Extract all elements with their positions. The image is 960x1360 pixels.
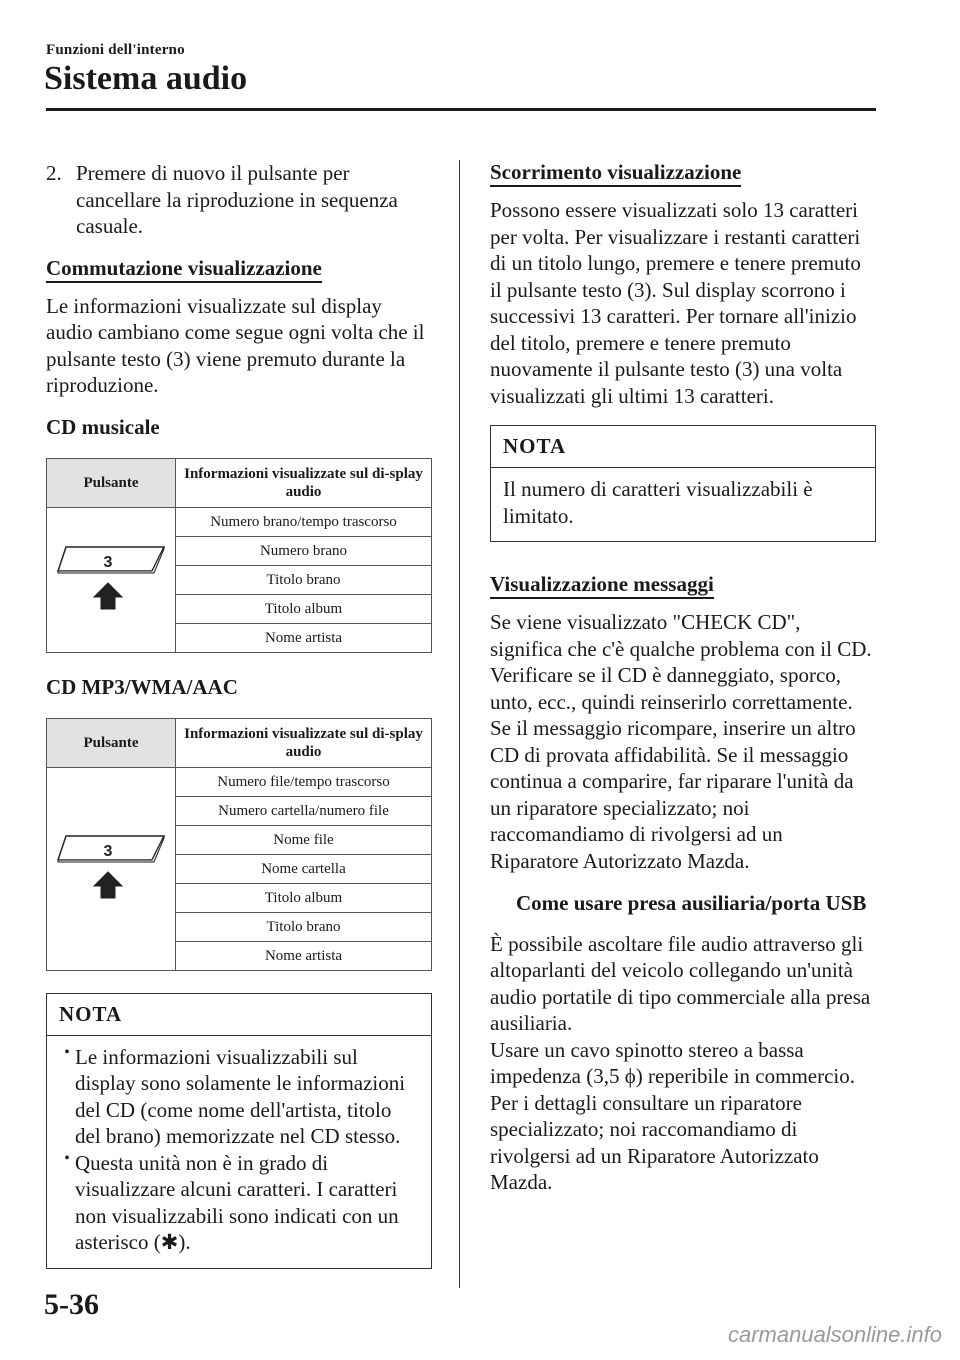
- note-item: [59, 1150, 419, 1256]
- info-cell: Titolo album: [176, 883, 432, 912]
- note-text-part: Questa unità non è in grado di visualizzare alcuni caratteri. I caratteri non visualizzabili sono indicati con un asterisco (: [75, 1150, 399, 1254]
- step-2: [46, 160, 432, 240]
- aux-text-2: [490, 1037, 876, 1196]
- info-cell: Titolo album: [176, 594, 432, 623]
- table-header-row: [47, 718, 432, 767]
- info-cell: Titolo brano: [176, 912, 432, 941]
- info-cell: Numero brano/tempo trascorso: [176, 507, 432, 536]
- table-header-row: [47, 458, 432, 507]
- scroll-text: Possono essere visualizzati solo 13 caratteri per volta. Per visualizzare i restanti caratteri di un titolo lungo, premere e tenere premuto il pulsante testo (3). Sul display scorrono i successivi 13 caratteri. Per tornare all'inizio del titolo, premere e tenere premuto nuovamente il pulsante testo (3) una volta visualizzati gli ultimi 13 caratteri.: [490, 198, 861, 408]
- note-item-text: [75, 1150, 419, 1256]
- messages-heading: Visualizzazione messaggi: [490, 572, 714, 599]
- note-item: [59, 1044, 419, 1150]
- bullet-dot: •: [64, 1149, 70, 1167]
- col-header-button: Pulsante: [47, 458, 176, 507]
- section-label: Funzioni dell'interno: [46, 42, 185, 58]
- aux-text-1: È possibile ascoltare file audio attraverso gli altoparlanti del veicolo collegando un'unità audio portatile di tipo commerciale alla presa ausiliaria.: [490, 931, 871, 1035]
- col-header-info: Informazioni visualizzate sul di-splay audio: [176, 718, 432, 767]
- col-header-info: Informazioni visualizzate sul di-splay audio: [176, 458, 432, 507]
- scroll-heading: Scorrimento visualizzazione: [490, 160, 741, 187]
- step-number: 2.: [46, 161, 62, 185]
- note-item-text: Le informazioni visualizzabili sul display sono solamente le informazioni del CD (come nome dell'artista, titolo del brano) memorizzate nel CD stesso.: [75, 1044, 406, 1148]
- table-row: [47, 767, 432, 796]
- column-divider: [459, 160, 460, 1288]
- info-cell: Nome artista: [176, 941, 432, 970]
- header-rule: [46, 108, 876, 111]
- text-button-3-icon: [56, 826, 166, 906]
- info-cell: Nome file: [176, 825, 432, 854]
- info-cell: Titolo brano: [176, 565, 432, 594]
- note-body: [491, 468, 875, 541]
- text-button-cell: [47, 507, 176, 652]
- info-cell: Numero file/tempo trascorso: [176, 767, 432, 796]
- watermark-text: carmanualsonline.info: [727, 1322, 942, 1347]
- table2-title: CD MP3/WMA/AAC: [46, 674, 238, 699]
- left-column: [46, 160, 432, 1269]
- aux-text-part: ) reperibile in commercio. Per i dettagli consultare un riparatore specializzato; noi raccomandiamo di rivolgersi ad un Riparatore Autorizzato Mazda.: [490, 1064, 856, 1194]
- cd-music-table: [46, 458, 432, 653]
- messages-text: Se viene visualizzato "CHECK CD", significa che c'è qualche problema con il CD. Verificare se il CD è danneggiato, sporco, unto, ecc., quindi reinserirlo correttamente. Se il messaggio ricompare, inserire un altro CD di provata affidabilità. Se il messaggio continua a comparire, far riparare l'unità da un riparatore specializzato; noi raccomandiamo di rivolgersi ad un Riparatore Autorizzato Mazda.: [490, 610, 872, 873]
- diameter-symbol-icon: ϕ: [624, 1064, 636, 1088]
- bullet-dot: •: [64, 1043, 70, 1061]
- text-button-cell: [47, 767, 176, 970]
- asterisk-icon: ✱: [160, 1230, 179, 1254]
- button-number-label: 3: [103, 843, 113, 860]
- note-text: Il numero di caratteri visualizzabili è limitato.: [503, 477, 813, 528]
- text-button-3-icon: [56, 537, 166, 617]
- table-row: [47, 507, 432, 536]
- note-title: NOTA: [47, 994, 431, 1036]
- page-number: 5-36: [44, 1288, 99, 1321]
- page-title: Sistema audio: [44, 60, 248, 97]
- note-box-right: [490, 425, 876, 542]
- display-switch-heading: Commutazione visualizzazione: [46, 256, 322, 283]
- note-body: [47, 1036, 431, 1268]
- display-switch-text: Le informazioni visualizzate sul display audio cambiano come segue ogni volta che il pulsante testo (3) viene premuto durante la riproduzione.: [46, 293, 425, 397]
- aux-heading: Come usare presa ausiliaria/porta USB: [516, 891, 867, 915]
- info-cell: Nome artista: [176, 623, 432, 652]
- step-text: Premere di nuovo il pulsante per cancellare la riproduzione in sequenza casuale.: [76, 161, 398, 238]
- col-header-button: Pulsante: [47, 718, 176, 767]
- info-cell: Numero cartella/numero file: [176, 796, 432, 825]
- note-text-part: ).: [178, 1230, 191, 1254]
- aux-text-part: Usare un cavo spinotto stereo a bassa impedenza (3,5: [490, 1037, 804, 1088]
- info-cell: Nome cartella: [176, 854, 432, 883]
- note-title: NOTA: [491, 426, 875, 468]
- right-column: [490, 160, 876, 1196]
- cd-mp3-table: [46, 718, 432, 971]
- button-number-label: 3: [103, 554, 113, 571]
- info-cell: Numero brano: [176, 536, 432, 565]
- table1-title: CD musicale: [46, 414, 160, 439]
- note-box-left: [46, 993, 432, 1269]
